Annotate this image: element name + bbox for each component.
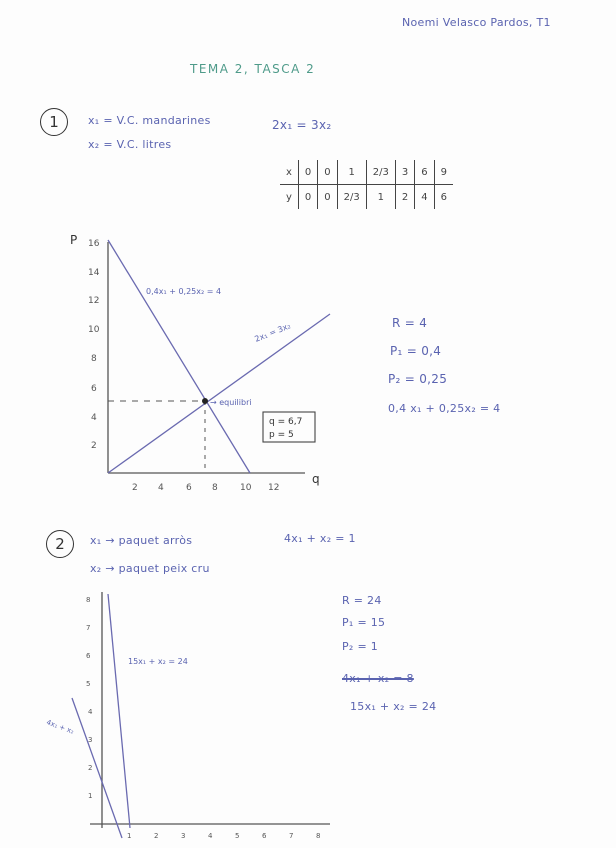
- equilibrium-point: [202, 398, 208, 404]
- author-name: Noemi Velasco Pardos, T1: [402, 16, 551, 29]
- ratio-ray: [108, 314, 330, 473]
- exercise-1-number: 1: [40, 108, 68, 136]
- y-tick-label: 2: [91, 441, 97, 451]
- ex1-income: R = 4: [392, 316, 428, 330]
- y-axis-label: P: [70, 233, 78, 247]
- table-cell: 4: [415, 185, 434, 210]
- line-15x1: [108, 594, 130, 828]
- x-tick-label: 10: [240, 483, 252, 493]
- x-tick-labels: [132, 483, 279, 493]
- line-4x1-label: 4x₁ + x₂: [45, 718, 75, 736]
- budget-line: [108, 240, 250, 473]
- line-4x1: [72, 698, 122, 838]
- y-tick-label: 8: [86, 596, 91, 604]
- x-tick-label: 3: [181, 832, 186, 840]
- table-cell: 6: [415, 160, 434, 185]
- x-tick-label: 1: [127, 832, 132, 840]
- answer-q: q = 6,7: [269, 417, 303, 427]
- table-cell: 1: [337, 160, 366, 185]
- x-tick-label: 7: [289, 832, 294, 840]
- y-tick-label: 10: [88, 325, 100, 335]
- table-row: [280, 160, 453, 185]
- x-tick-label: 8: [316, 832, 321, 840]
- x-tick-label: 2: [154, 832, 159, 840]
- exercise-2-number: 2: [46, 530, 74, 558]
- y-tick-label: 6: [91, 384, 97, 394]
- y-tick-labels: [86, 596, 93, 800]
- budget-line-label: 0,4x₁ + 0,25x₂ = 4: [146, 287, 222, 296]
- ex1-price-2: P₂ = 0,25: [388, 372, 448, 386]
- y-tick-label: 1: [88, 792, 93, 800]
- y-tick-label: 16: [88, 239, 100, 249]
- table-cell: 2: [395, 185, 414, 210]
- x-tick-label: 6: [262, 832, 267, 840]
- ex1-relation: 2x₁ = 3x₂: [272, 118, 332, 132]
- y-tick-label: 12: [88, 296, 100, 306]
- ex2-income: R = 24: [342, 594, 382, 607]
- ex2-price-1: P₁ = 15: [342, 616, 386, 629]
- x-tick-labels: [127, 832, 320, 840]
- y-tick-label: 7: [86, 624, 91, 632]
- ray-label: 2x₁ = 3x₂: [253, 321, 292, 344]
- ex2-crossed-equation: 4x₁ + x₂ = 8: [342, 672, 414, 685]
- table-cell: x: [280, 160, 298, 185]
- table-cell: 9: [434, 160, 453, 185]
- x-tick-label: 4: [208, 832, 213, 840]
- table-cell: 0: [298, 185, 317, 210]
- table-cell: 0: [318, 185, 337, 210]
- table-cell: 3: [395, 160, 414, 185]
- y-tick-label: 8: [91, 354, 97, 364]
- table-cell: y: [286, 191, 292, 203]
- table-row: [280, 185, 453, 210]
- ex2-variable-x1: x₁ → paquet arròs: [90, 534, 193, 547]
- x-tick-label: 5: [235, 832, 240, 840]
- y-tick-label: 4: [91, 413, 97, 423]
- y-tick-label: 2: [88, 764, 93, 772]
- ex2-constraint: 4x₁ + x₂ = 1: [284, 532, 356, 545]
- answer-p: p = 5: [269, 430, 294, 440]
- ex2-variable-x2: x₂ → paquet peix cru: [90, 562, 210, 575]
- ex1-graph: [60, 228, 400, 498]
- x-tick-label: 6: [186, 483, 192, 493]
- y-tick-label: 3: [88, 736, 93, 744]
- ex1-variable-x2: x₂ = V.C. litres: [88, 138, 172, 151]
- y-tick-label: 14: [88, 268, 100, 278]
- x-tick-label: 12: [268, 483, 280, 493]
- table-cell: 6: [434, 185, 453, 210]
- x-axis-label: q: [312, 472, 320, 486]
- table-cell: 0: [298, 160, 317, 185]
- ex2-budget-equation: 15x₁ + x₂ = 24: [350, 700, 437, 713]
- ex2-price-2: P₂ = 1: [342, 640, 379, 653]
- ex2-graph: [30, 588, 350, 848]
- table-cell: 0: [318, 160, 337, 185]
- x-tick-label: 8: [212, 483, 218, 493]
- table-cell: 1: [366, 185, 395, 210]
- y-tick-label: 4: [88, 708, 93, 716]
- line-15x1-label: 15x₁ + x₂ = 24: [128, 657, 188, 666]
- ex1-budget-equation: 0,4 x₁ + 0,25x₂ = 4: [388, 402, 501, 415]
- page-title: TEMA 2, TASCA 2: [190, 62, 316, 76]
- equilibrium-label: → equilibri: [210, 398, 252, 407]
- y-tick-label: 6: [86, 652, 91, 660]
- ex1-value-table: [280, 160, 453, 209]
- ex1-price-1: P₁ = 0,4: [390, 344, 442, 358]
- ex1-variable-x1: x₁ = V.C. mandarines: [88, 114, 211, 127]
- y-tick-label: 5: [86, 680, 91, 688]
- y-tick-labels: [88, 239, 100, 451]
- x-tick-label: 2: [132, 483, 138, 493]
- x-tick-label: 4: [158, 483, 164, 493]
- table-cell: 2/3: [337, 185, 366, 210]
- table-cell: 2/3: [366, 160, 395, 185]
